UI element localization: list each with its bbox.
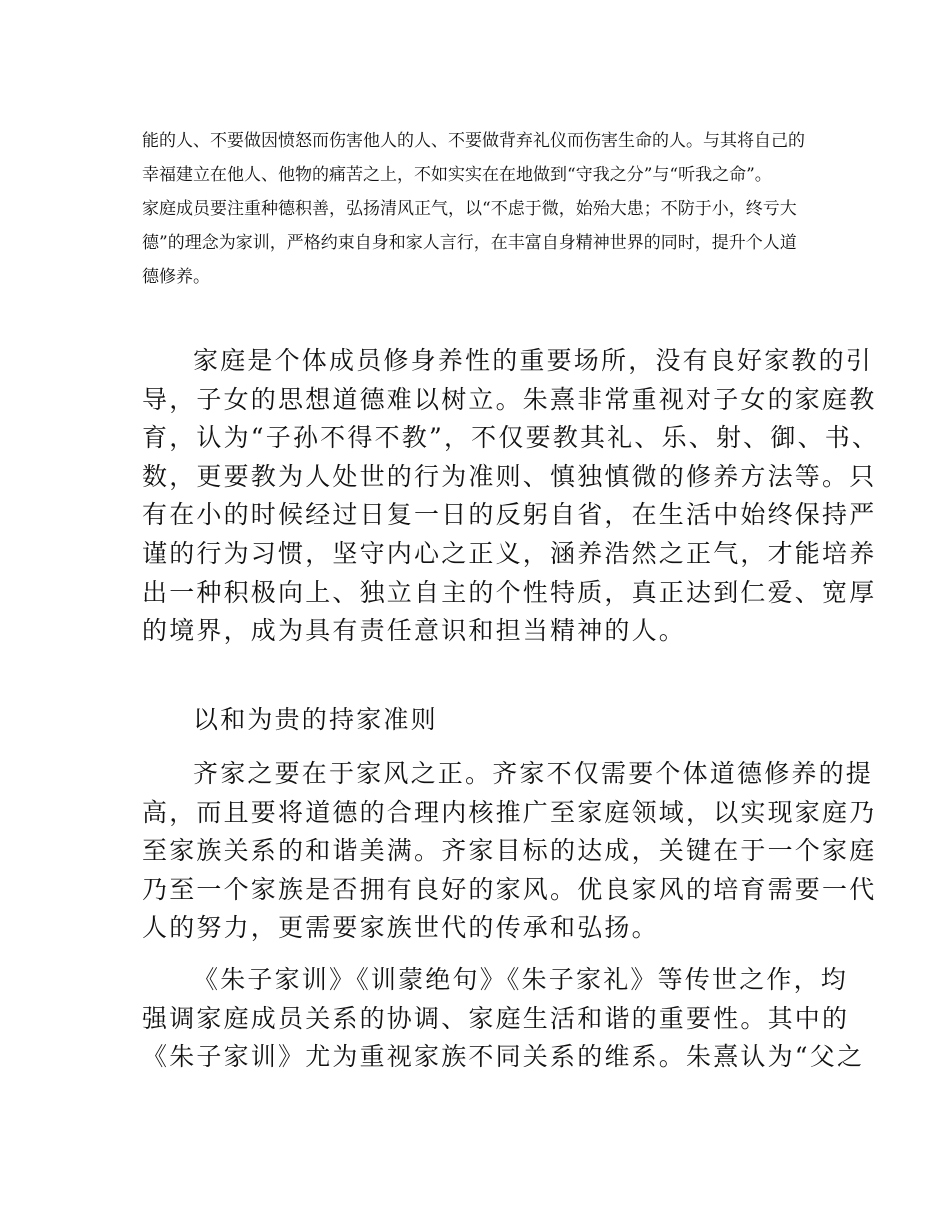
paragraph-line: 齐家之要在于家风之正。齐家不仅需要个体道德修养的提 <box>193 759 874 788</box>
paragraph-line: 的境界，成为具有责任意识和担当精神的人。 <box>142 616 687 646</box>
section-heading: 以和为贵的持家准则 <box>193 705 438 734</box>
paragraph-zhuzi-jiaxun <box>142 961 865 1077</box>
paragraph-family-style <box>142 755 877 948</box>
paragraph-line: 高，而且要将道德的合理内核推广至家庭领域，以实现家庭乃 <box>142 797 877 827</box>
paragraph-line: 人的努力，更需要家族世代的传承和弘扬。 <box>142 913 659 943</box>
intro-line: 德”的理念为家训，严格约束自身和家人言行，在丰富自身精神世界的同时，提升个人道 <box>142 233 797 253</box>
intro-line: 能的人、不要做因愤怒而伤害他人的人、不要做背弃礼仪而伤害生命的人。与其将自己的 <box>142 131 805 151</box>
paragraph-line: 《朱子家训》《训蒙绝句》《朱子家礼》等传世之作，均 <box>193 965 849 994</box>
paragraph-line: 至家族关系的和谐美满。齐家目标的达成，关键在于一个家庭 <box>142 836 877 866</box>
intro-line: 幸福建立在他人、他物的痛苦之上，不如实实在在地做到“守我之分”与“听我之命”。 <box>142 165 772 185</box>
paragraph-line: 数，更要教为人处世的行为准则、慎独慎微的修养方法等。只 <box>142 461 877 491</box>
paragraph-line: 育，认为“子孙不得不教”，不仅要教其礼、乐、射、御、书、 <box>142 423 880 453</box>
paragraph-family-education <box>142 342 880 651</box>
intro-line: 德修养。 <box>142 267 210 287</box>
intro-line: 家庭成员要注重种德积善，弘扬清风正气，以“不虑于微，始殆大患；不防于小，终亏大 <box>142 199 797 219</box>
paragraph-line: 乃至一个家族是否拥有良好的家风。优良家风的培育需要一代 <box>142 874 877 904</box>
paragraph-line: 谨的行为习惯，坚守内心之正义，涵养浩然之正气，才能培养 <box>142 538 877 568</box>
paragraph-line: 导，子女的思想道德难以树立。朱熹非常重视对子女的家庭教 <box>142 384 877 414</box>
intro-paragraph <box>142 124 822 294</box>
paragraph-line: 有在小的时候经过日复一日的反躬自省，在生活中始终保持严 <box>142 500 877 530</box>
paragraph-line: 出一种积极向上、独立自主的个性特质，真正达到仁爱、宽厚 <box>142 577 877 607</box>
paragraph-line: 强调家庭成员关系的协调、家庭生活和谐的重要性。其中的 <box>142 1003 850 1033</box>
paragraph-line: 家庭是个体成员修身养性的重要场所，没有良好家教的引 <box>193 346 874 375</box>
paragraph-line: 《朱子家训》尤为重视家族不同关系的维系。朱熹认为“父之 <box>142 1042 865 1072</box>
section-heading-block <box>142 701 832 740</box>
